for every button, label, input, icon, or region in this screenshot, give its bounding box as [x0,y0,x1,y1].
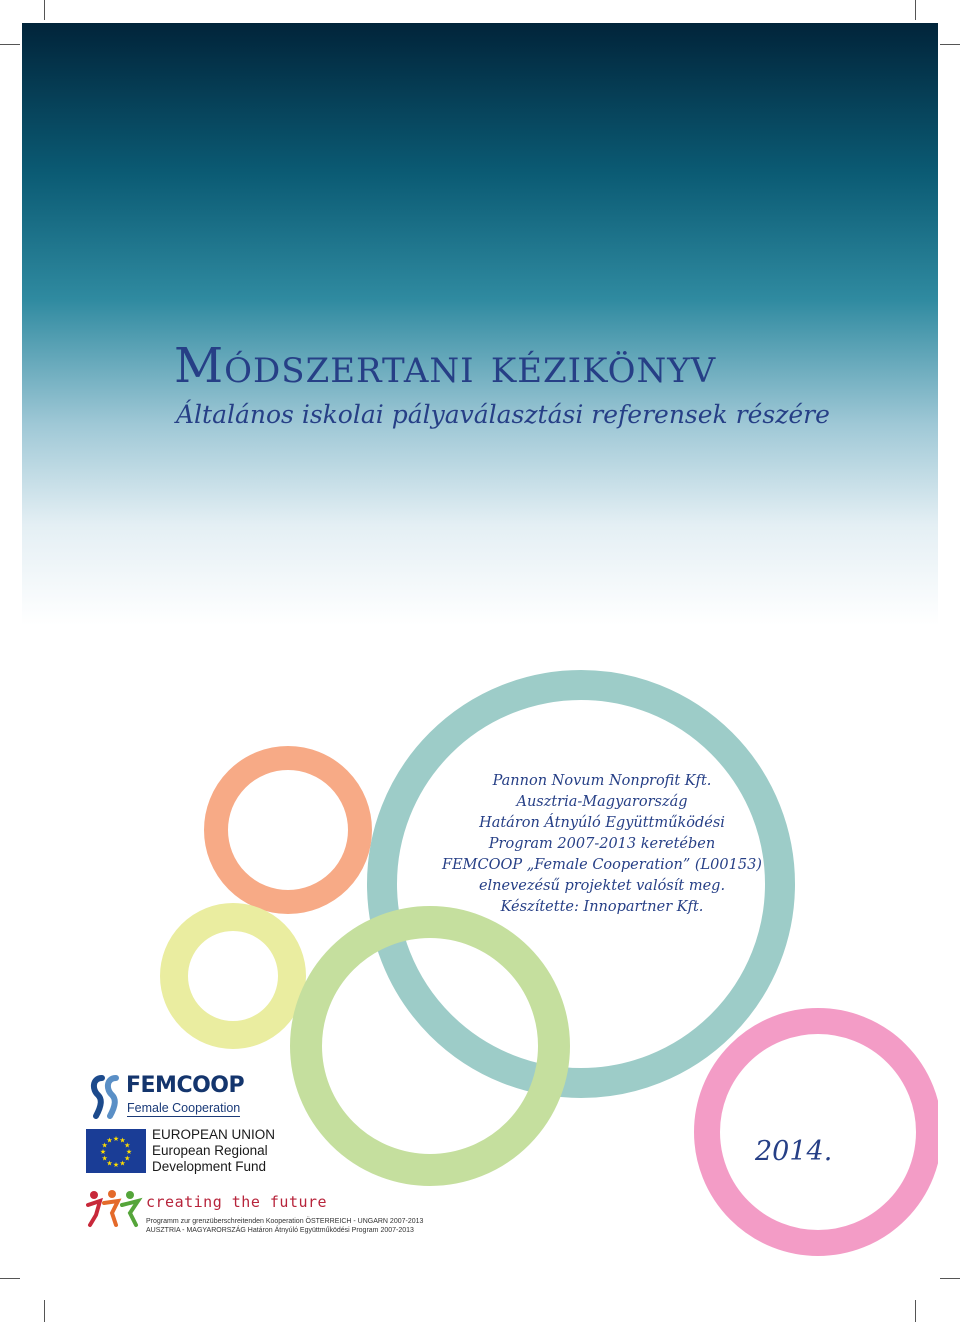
eu-star-icon: ★ [112,1135,120,1143]
eu-star-icon: ★ [101,1154,108,1163]
credits-line: Ausztria-Magyarország [516,794,688,810]
crop-mark [915,1300,916,1322]
femcoop-tagline: Female Cooperation [127,1101,241,1115]
credits-line: Pannon Novum Nonprofit Kft. [492,773,712,789]
eu-text [152,1127,275,1175]
creating-future-slogan: creating the future [146,1193,328,1211]
credits-block [382,771,822,918]
crop-mark [940,1278,960,1279]
crop-mark [0,44,20,45]
eu-line: EUROPEAN UNION [152,1127,276,1142]
credits-line: Készítette: Innopartner Kft. [500,899,704,915]
crop-mark [915,0,916,20]
crop-mark [940,44,960,45]
cover-page [22,23,938,1278]
eu-star-icon: ★ [124,1154,131,1163]
page-subtitle: Általános iskolai pályaválasztási referensek részére [176,400,830,429]
crop-mark [44,1300,45,1322]
eu-star-icon: ★ [119,1136,126,1145]
eu-line: European Regional [152,1143,268,1158]
credits-line: elnevezésű projektet valósít meg. [478,878,726,894]
eu-star-icon: ★ [119,1159,126,1168]
orange-ring [204,746,372,914]
programme-line-hu: AUSZTRIA - MAGYARORSZÁG Határon Átnyúló Együttműködési Program 2007-2013 [146,1227,414,1234]
pink-ring [694,1008,938,1256]
yellow-ring [160,903,306,1049]
eu-star-icon: ★ [124,1141,131,1150]
green-ring [290,906,570,1186]
page-title: Módszertani kézikönyv [174,338,717,394]
publication-year: 2014. [755,1136,833,1167]
crop-mark [44,0,45,20]
credits-line: FEMCOOP „Female Cooperation” (L00153) [442,857,762,873]
creating-future-logo [86,1189,426,1249]
eu-star-icon: ★ [101,1141,108,1150]
eu-line: Development Fund [152,1159,267,1174]
eu-logo [86,1129,286,1175]
eu-star-icon: ★ [99,1148,107,1156]
eu-star-icon: ★ [106,1159,113,1168]
eu-flag-icon [86,1129,146,1173]
programme-line-de: Programm zur grenzüberschreitenden Kooperation ÖSTERREICH - UNGARN 2007-2013 [146,1218,424,1225]
credits-line: Program 2007-2013 keretében [488,836,716,852]
crop-mark [0,1278,20,1279]
eu-star-icon: ★ [106,1136,113,1145]
femcoop-name: FEMCOOP [126,1073,245,1098]
figures-logo-icon [86,1189,144,1233]
femcoop-logo [88,1075,268,1119]
femcoop-logo-icon [88,1075,122,1119]
credits-line: Határon Átnyúló Együttműködési [479,815,725,831]
eu-star-icon: ★ [112,1161,120,1169]
eu-star-icon: ★ [125,1148,133,1156]
